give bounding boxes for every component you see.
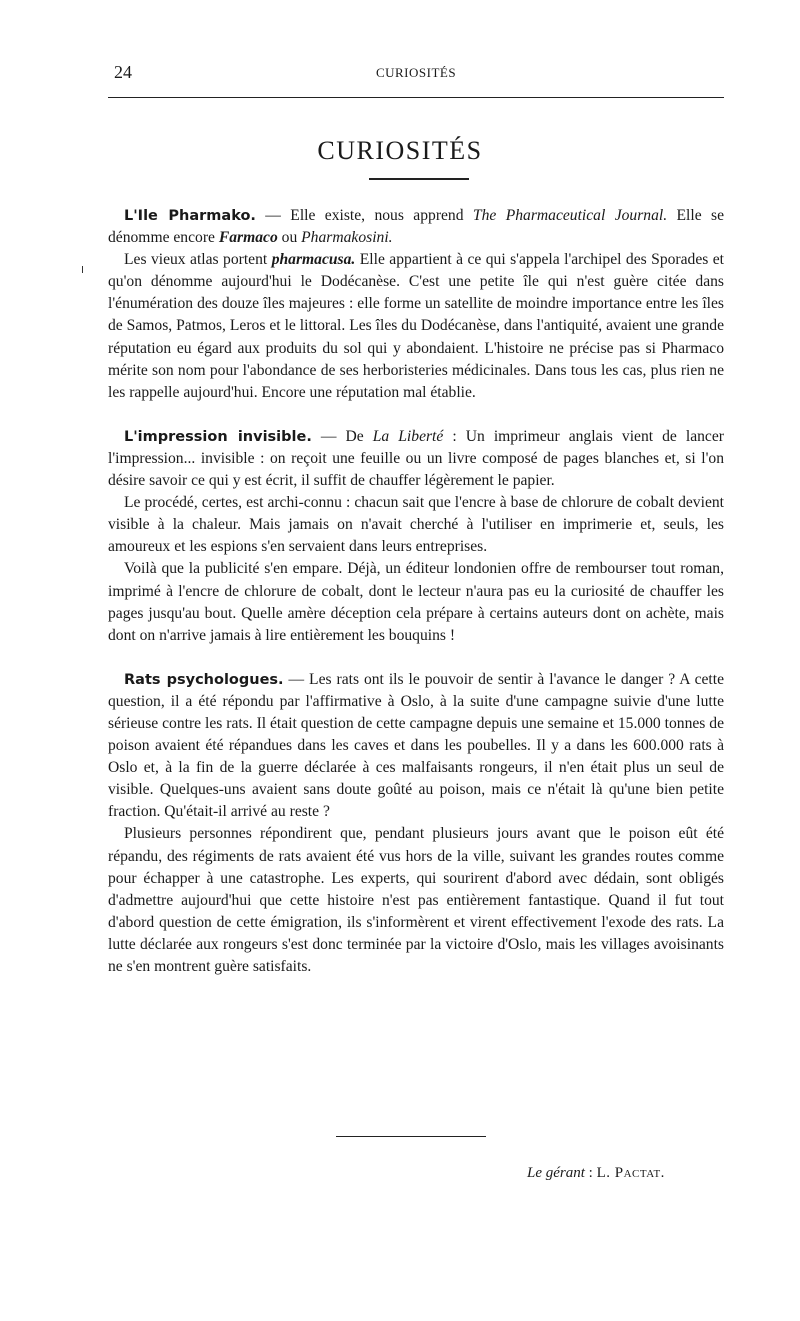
section-rubric: Rats psychologues. (124, 671, 284, 688)
section-rats (108, 669, 724, 978)
section-rubric: L'impression invisible. (124, 428, 312, 445)
text-run: — Les rats ont ils le pouvoir de sentir à l'avance le danger ? A cette question, il a été répondu par l'affirmative à Oslo, à la suite d'une campagne suivie d'une lutte sérieuse contre les rats. Il était question de cette campagne depuis une semaine et 15.000 tonnes de poison avaient été répandues dans les caves et dans les poubelles. Il y a dans les 600.000 rats à Oslo et, à la fin de la guerre déclarée à ces malfaisants rongeurs, il n'en était plus un seul de visible. Quelques-uns avaient sans doute goûté au poison, mais ce n'était là qu'une bien petite fraction. Qu'était-il arrivé au reste ? (108, 670, 724, 821)
island-name: Farmaco (218, 229, 278, 247)
text-run: Elle se dénomme encore (108, 207, 724, 247)
text-run: — De (311, 427, 373, 445)
paragraph (108, 205, 724, 249)
island-name-atlas: pharmacusa. (271, 251, 356, 269)
paragraph: Voilà que la publicité s'en empare. Déjà, un éditeur londonien offre de rembourser tout roman, imprimé à l'encre de chlorure de cobalt, dont le lecteur n'aura pas eu la curiosité de chauffer les pages jusqu'au bout. Quelle amère déception cela prépare à certains auteurs dont on achète, mais dont on n'arrive jamais à lire entièrement les bouquins ! (108, 560, 724, 644)
paragraph: Plusieurs personnes répondirent que, pendant plusieurs jours avant que le poison eût été répandu, des régiments de rats avaient été vus hors de la ville, suivant les grandes routes comme pour échapper à une catastrophe. Les experts, qui sourirent d'abord avec dédain, sont obligés d'admettre aujourd'hui que cette histoire n'est pas entièrement fantastique. Quand il fut tout d'abord question de cette émigration, ils s'informèrent et virent effectivement l'exode des rats. La lutte déclarée aux rongeurs s'est donc terminée par la victoire d'Oslo, mais les villages avoisinants ne s'en montrent guère satisfaits. (108, 825, 724, 975)
section-impression (108, 426, 724, 647)
closing-rule (336, 1136, 486, 1137)
signature-separator: : (584, 1165, 597, 1181)
text-run: Les vieux atlas portent (124, 251, 272, 269)
article-body (108, 205, 724, 978)
journal-title: The Pharmaceutical Journal. (472, 207, 668, 224)
text-run: : Un imprimeur anglais vient de lancer l'impression... invisible : on reçoit une feuille ou un livre composé de pages blanches et, si l'on désire savoir ce qui y est écrit, il suffit de chauffer légèrement le papier. (108, 427, 724, 490)
page-number: 24 (114, 62, 132, 82)
newspaper-title: La Liberté (372, 427, 444, 445)
page-header (108, 62, 724, 88)
paragraph (108, 249, 724, 404)
section-pharmako (108, 205, 724, 404)
margin-mark (82, 266, 83, 273)
signature-name: L. Pactat. (596, 1165, 665, 1181)
paragraph (108, 669, 724, 824)
text-run: — Elle existe, nous apprend (255, 207, 473, 224)
header-rule (108, 97, 724, 98)
title-rule (369, 178, 469, 180)
signature-label: Le gérant (527, 1165, 585, 1181)
page-title: CURIOSITÉS (317, 136, 483, 165)
text-run: Elle appartient à ce qui s'appela l'archipel des Sporades et qu'on dénomme aujourd'hui le Dodécanèse. C'est une petite île qui n'est guère citée dans l'énumération des douze îles majeures : elle forme un satellite de moindre importance entre les îles de Samos, Patmos, Leros et le littoral. Les îles du Dodécanèse, dans l'antiquité, avaient une grande réputation eu égard aux produits du sol qui y abondaient. L'histoire ne précise pas si Pharmaco mérite son nom pour l'abondance de ses herboristeries médicinales. Dans tous les cas, plus rien ne les rappelle aujourd'hui. Encore une réputation mal établie. (108, 251, 725, 401)
section-rubric: L'Ile Pharmako. (124, 208, 256, 224)
running-title: CURIOSITÉS (375, 65, 457, 80)
signature (527, 1165, 665, 1182)
island-name-alt: Pharmakosini. (301, 229, 393, 247)
text-run: ou (277, 229, 302, 247)
paragraph: Le procédé, certes, est archi-connu : chacun sait que l'encre à base de chlorure de cobalt devient visible à la chaleur. Mais jamais on n'avait cherché à l'utiliser en imprimerie et, seuls, les amoureux et les espions s'en servaient dans leurs entreprises. (108, 494, 724, 556)
paragraph (108, 426, 724, 492)
